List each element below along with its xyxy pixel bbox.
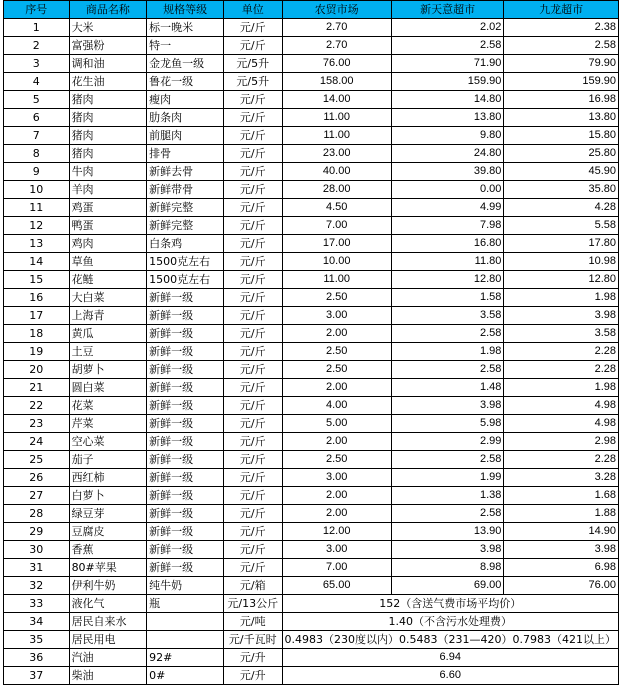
cell-no[interactable]: 32 [4,577,70,595]
cell-farmers-market[interactable]: 2.00 [282,433,391,451]
cell-xintianyi[interactable]: 1.58 [391,289,503,307]
cell-unit[interactable]: 元/吨 [224,613,282,631]
cell-unit[interactable]: 元/斤 [224,91,282,109]
cell-merged-value[interactable]: 6.60 [282,667,619,685]
cell-farmers-market[interactable]: 76.00 [282,55,391,73]
cell-xintianyi[interactable]: 69.00 [391,577,503,595]
cell-name[interactable]: 花生油 [69,73,147,91]
cell-no[interactable]: 35 [4,631,70,649]
cell-spec[interactable]: 新鲜一级 [147,289,224,307]
cell-name[interactable]: 羊肉 [69,181,147,199]
cell-spec[interactable]: 白条鸡 [147,235,224,253]
cell-jiulong[interactable]: 1.98 [504,379,619,397]
cell-unit[interactable]: 元/斤 [224,325,282,343]
table-row[interactable] [4,433,619,451]
cell-xintianyi[interactable]: 24.80 [391,145,503,163]
cell-xintianyi[interactable]: 3.58 [391,307,503,325]
table-row[interactable] [4,505,619,523]
cell-farmers-market[interactable]: 2.00 [282,487,391,505]
cell-spec[interactable]: 92# [147,649,224,667]
cell-jiulong[interactable]: 15.80 [504,127,619,145]
cell-unit[interactable]: 元/升 [224,667,282,685]
cell-spec[interactable]: 肋条肉 [147,109,224,127]
cell-farmers-market[interactable]: 11.00 [282,271,391,289]
cell-no[interactable]: 15 [4,271,70,289]
cell-jiulong[interactable]: 159.90 [504,73,619,91]
cell-farmers-market[interactable]: 2.50 [282,361,391,379]
cell-no[interactable]: 12 [4,217,70,235]
cell-farmers-market[interactable]: 40.00 [282,163,391,181]
table-row[interactable] [4,253,619,271]
table-row[interactable] [4,397,619,415]
header-spec: 规格等级 [147,1,224,19]
cell-spec[interactable]: 金龙鱼一级 [147,55,224,73]
cell-name[interactable]: 调和油 [69,55,147,73]
table-row[interactable] [4,73,619,91]
cell-spec[interactable]: 排骨 [147,145,224,163]
cell-jiulong[interactable]: 4.98 [504,415,619,433]
cell-spec[interactable]: 特一 [147,37,224,55]
cell-xintianyi[interactable]: 1.98 [391,343,503,361]
header-row [4,1,619,19]
cell-jiulong[interactable]: 3.98 [504,541,619,559]
cell-merged-value[interactable]: 152（含送气费市场平均价） [282,595,619,613]
cell-xintianyi[interactable]: 2.99 [391,433,503,451]
cell-farmers-market[interactable]: 10.00 [282,253,391,271]
table-row[interactable] [4,19,619,37]
cell-xintianyi[interactable]: 3.98 [391,541,503,559]
cell-no[interactable]: 28 [4,505,70,523]
cell-unit[interactable]: 元/13公斤 [224,595,282,613]
cell-unit[interactable]: 元/斤 [224,343,282,361]
table-row[interactable] [4,613,619,631]
cell-xintianyi[interactable]: 1.38 [391,487,503,505]
cell-merged-value[interactable]: 6.94 [282,649,619,667]
table-row[interactable] [4,271,619,289]
table-row[interactable] [4,379,619,397]
cell-unit[interactable]: 元/5升 [224,73,282,91]
cell-spec[interactable]: 新鲜一级 [147,451,224,469]
cell-jiulong[interactable]: 1.68 [504,487,619,505]
cell-spec[interactable]: 新鲜一级 [147,487,224,505]
cell-xintianyi[interactable]: 16.80 [391,235,503,253]
cell-xintianyi[interactable]: 2.58 [391,325,503,343]
cell-farmers-market[interactable]: 65.00 [282,577,391,595]
cell-spec[interactable]: 新鲜一级 [147,505,224,523]
cell-xintianyi[interactable]: 8.98 [391,559,503,577]
cell-unit[interactable]: 元/斤 [224,487,282,505]
cell-unit[interactable]: 元/5升 [224,55,282,73]
cell-xintianyi[interactable]: 4.99 [391,199,503,217]
cell-name[interactable]: 居民自来水 [69,613,147,631]
cell-farmers-market[interactable]: 2.00 [282,325,391,343]
cell-farmers-market[interactable]: 12.00 [282,523,391,541]
cell-xintianyi[interactable]: 14.80 [391,91,503,109]
cell-no[interactable]: 2 [4,37,70,55]
cell-farmers-market[interactable]: 23.00 [282,145,391,163]
cell-name[interactable]: 猪肉 [69,145,147,163]
cell-no[interactable]: 4 [4,73,70,91]
cell-unit[interactable]: 元/斤 [224,379,282,397]
cell-name[interactable]: 柴油 [69,667,147,685]
table-row[interactable] [4,91,619,109]
cell-name[interactable]: 花菜 [69,397,147,415]
header-xintianyi: 新天意超市 [391,1,503,19]
cell-xintianyi[interactable]: 1.48 [391,379,503,397]
cell-unit[interactable]: 元/斤 [224,217,282,235]
cell-no[interactable]: 27 [4,487,70,505]
cell-name[interactable]: 猪肉 [69,109,147,127]
cell-farmers-market[interactable]: 3.00 [282,469,391,487]
cell-no[interactable]: 21 [4,379,70,397]
cell-no[interactable]: 11 [4,199,70,217]
cell-no[interactable]: 20 [4,361,70,379]
cell-name[interactable]: 茄子 [69,451,147,469]
cell-name[interactable]: 西红柿 [69,469,147,487]
cell-farmers-market[interactable]: 5.00 [282,415,391,433]
cell-unit[interactable]: 元/斤 [224,181,282,199]
cell-spec[interactable]: 新鲜一级 [147,541,224,559]
cell-spec[interactable] [147,631,224,649]
table-row[interactable] [4,523,619,541]
cell-unit[interactable]: 元/斤 [224,433,282,451]
cell-farmers-market[interactable]: 7.00 [282,217,391,235]
cell-farmers-market[interactable]: 17.00 [282,235,391,253]
cell-xintianyi[interactable]: 2.58 [391,451,503,469]
cell-no[interactable]: 26 [4,469,70,487]
cell-xintianyi[interactable]: 2.58 [391,361,503,379]
table-row[interactable] [4,289,619,307]
cell-farmers-market[interactable]: 2.00 [282,505,391,523]
cell-jiulong[interactable]: 2.28 [504,451,619,469]
table-row[interactable] [4,559,619,577]
cell-jiulong[interactable]: 4.98 [504,397,619,415]
cell-no[interactable]: 14 [4,253,70,271]
cell-no[interactable]: 1 [4,19,70,37]
cell-name[interactable]: 土豆 [69,343,147,361]
cell-unit[interactable]: 元/箱 [224,577,282,595]
cell-xintianyi[interactable]: 5.98 [391,415,503,433]
cell-no[interactable]: 34 [4,613,70,631]
cell-name[interactable]: 汽油 [69,649,147,667]
cell-name[interactable]: 白萝卜 [69,487,147,505]
cell-unit[interactable]: 元/斤 [224,235,282,253]
cell-jiulong[interactable]: 35.80 [504,181,619,199]
cell-name[interactable]: 绿豆芽 [69,505,147,523]
cell-jiulong[interactable]: 4.28 [504,199,619,217]
cell-xintianyi[interactable]: 7.98 [391,217,503,235]
cell-merged-value[interactable]: 1.40（不含污水处理费） [282,613,619,631]
cell-jiulong[interactable]: 76.00 [504,577,619,595]
cell-jiulong[interactable]: 5.58 [504,217,619,235]
cell-unit[interactable]: 元/斤 [224,127,282,145]
header-jiulong: 九龙超市 [504,1,619,19]
cell-name[interactable]: 圆白菜 [69,379,147,397]
cell-spec[interactable]: 新鲜一级 [147,361,224,379]
cell-no[interactable]: 30 [4,541,70,559]
cell-spec[interactable]: 鲁花一级 [147,73,224,91]
cell-spec[interactable] [147,613,224,631]
cell-spec[interactable]: 0# [147,667,224,685]
header-unit: 单位 [224,1,282,19]
cell-xintianyi[interactable]: 13.90 [391,523,503,541]
cell-xintianyi[interactable]: 71.90 [391,55,503,73]
table-row[interactable] [4,451,619,469]
table-row[interactable] [4,181,619,199]
cell-unit[interactable]: 元/斤 [224,397,282,415]
cell-spec[interactable]: 1500克左右 [147,253,224,271]
cell-farmers-market[interactable]: 2.50 [282,343,391,361]
cell-spec[interactable]: 新鲜一级 [147,397,224,415]
cell-name[interactable]: 富强粉 [69,37,147,55]
cell-unit[interactable]: 元/斤 [224,415,282,433]
cell-name[interactable]: 香蕉 [69,541,147,559]
cell-xintianyi[interactable]: 12.80 [391,271,503,289]
cell-no[interactable]: 22 [4,397,70,415]
cell-unit[interactable]: 元/斤 [224,271,282,289]
cell-name[interactable]: 鸡蛋 [69,199,147,217]
cell-spec[interactable]: 新鲜一级 [147,379,224,397]
table-row[interactable] [4,469,619,487]
table-row[interactable] [4,235,619,253]
cell-xintianyi[interactable]: 1.99 [391,469,503,487]
cell-name[interactable]: 牛肉 [69,163,147,181]
cell-unit[interactable]: 元/斤 [224,19,282,37]
cell-name[interactable]: 草鱼 [69,253,147,271]
cell-unit[interactable]: 元/斤 [224,163,282,181]
cell-name[interactable]: 猪肉 [69,127,147,145]
cell-no[interactable]: 18 [4,325,70,343]
cell-no[interactable]: 7 [4,127,70,145]
cell-name[interactable]: 猪肉 [69,91,147,109]
cell-farmers-market[interactable]: 14.00 [282,91,391,109]
cell-unit[interactable]: 元/斤 [224,145,282,163]
cell-farmers-market[interactable]: 2.50 [282,289,391,307]
cell-no[interactable]: 33 [4,595,70,613]
cell-spec[interactable]: 新鲜完整 [147,199,224,217]
table-row[interactable] [4,127,619,145]
cell-no[interactable]: 3 [4,55,70,73]
cell-unit[interactable]: 元/斤 [224,199,282,217]
cell-spec[interactable]: 新鲜一级 [147,559,224,577]
cell-jiulong[interactable]: 45.90 [504,163,619,181]
cell-farmers-market[interactable]: 11.00 [282,109,391,127]
cell-unit[interactable]: 元/千瓦时 [224,631,282,649]
cell-spec[interactable]: 1500克左右 [147,271,224,289]
table-row[interactable] [4,109,619,127]
cell-unit[interactable]: 元/斤 [224,109,282,127]
cell-farmers-market[interactable]: 7.00 [282,559,391,577]
cell-name[interactable]: 黄瓜 [69,325,147,343]
cell-spec[interactable]: 新鲜一级 [147,307,224,325]
cell-name[interactable]: 居民用电 [69,631,147,649]
cell-unit[interactable]: 元/斤 [224,361,282,379]
table-row[interactable] [4,37,619,55]
header-name: 商品名称 [69,1,147,19]
cell-farmers-market[interactable]: 28.00 [282,181,391,199]
cell-xintianyi[interactable]: 11.80 [391,253,503,271]
cell-xintianyi[interactable]: 2.58 [391,37,503,55]
cell-no[interactable]: 16 [4,289,70,307]
table-row[interactable] [4,487,619,505]
cell-xintianyi[interactable]: 2.02 [391,19,503,37]
header-farmers-market: 农贸市场 [282,1,391,19]
cell-unit[interactable]: 元/斤 [224,451,282,469]
cell-jiulong[interactable]: 16.98 [504,91,619,109]
cell-farmers-market[interactable]: 3.00 [282,307,391,325]
header-no: 序号 [4,1,70,19]
cell-no[interactable]: 9 [4,163,70,181]
cell-unit[interactable]: 元/斤 [224,37,282,55]
cell-name[interactable]: 花鲢 [69,271,147,289]
cell-farmers-market[interactable]: 11.00 [282,127,391,145]
cell-unit[interactable]: 元/升 [224,649,282,667]
cell-xintianyi[interactable]: 9.80 [391,127,503,145]
cell-unit[interactable]: 元/斤 [224,505,282,523]
cell-no[interactable]: 29 [4,523,70,541]
cell-no[interactable]: 8 [4,145,70,163]
cell-jiulong[interactable]: 14.90 [504,523,619,541]
cell-jiulong[interactable]: 3.28 [504,469,619,487]
cell-no[interactable]: 36 [4,649,70,667]
cell-unit[interactable]: 元/斤 [224,253,282,271]
cell-spec[interactable]: 新鲜带骨 [147,181,224,199]
cell-farmers-market[interactable]: 2.70 [282,19,391,37]
cell-spec[interactable]: 标一晚米 [147,19,224,37]
cell-no[interactable]: 5 [4,91,70,109]
table-row[interactable] [4,343,619,361]
cell-farmers-market[interactable]: 3.00 [282,541,391,559]
table-row[interactable] [4,145,619,163]
cell-name[interactable]: 大白菜 [69,289,147,307]
cell-xintianyi[interactable]: 159.90 [391,73,503,91]
cell-no[interactable]: 10 [4,181,70,199]
cell-xintianyi[interactable]: 39.80 [391,163,503,181]
table-row[interactable] [4,55,619,73]
cell-jiulong[interactable]: 3.58 [504,325,619,343]
cell-name[interactable]: 鸡肉 [69,235,147,253]
cell-jiulong[interactable]: 3.98 [504,307,619,325]
cell-xintianyi[interactable]: 2.58 [391,505,503,523]
cell-xintianyi[interactable]: 0.00 [391,181,503,199]
cell-jiulong[interactable]: 1.98 [504,289,619,307]
cell-name[interactable]: 空心菜 [69,433,147,451]
cell-jiulong[interactable]: 1.88 [504,505,619,523]
cell-no[interactable]: 13 [4,235,70,253]
cell-no[interactable]: 31 [4,559,70,577]
cell-no[interactable]: 37 [4,667,70,685]
cell-jiulong[interactable]: 2.28 [504,343,619,361]
cell-name[interactable]: 上海青 [69,307,147,325]
cell-farmers-market[interactable]: 4.50 [282,199,391,217]
cell-spec[interactable]: 新鲜去骨 [147,163,224,181]
cell-spec[interactable]: 瘦肉 [147,91,224,109]
cell-spec[interactable]: 新鲜一级 [147,343,224,361]
cell-merged-value[interactable]: 0.4983（230度以内）0.5483（231—420）0.7983（421以上） [282,631,619,649]
cell-spec[interactable]: 瓶 [147,595,224,613]
table-row[interactable] [4,649,619,667]
cell-spec[interactable]: 新鲜一级 [147,415,224,433]
cell-no[interactable]: 6 [4,109,70,127]
cell-unit[interactable]: 元/斤 [224,523,282,541]
cell-jiulong[interactable]: 17.80 [504,235,619,253]
cell-name[interactable]: 伊利牛奶 [69,577,147,595]
cell-no[interactable]: 17 [4,307,70,325]
table-body [4,19,619,685]
cell-name[interactable]: 芹菜 [69,415,147,433]
cell-spec[interactable]: 前腿肉 [147,127,224,145]
cell-no[interactable]: 19 [4,343,70,361]
cell-jiulong[interactable]: 2.28 [504,361,619,379]
cell-farmers-market[interactable]: 2.00 [282,379,391,397]
cell-name[interactable]: 鸭蛋 [69,217,147,235]
cell-spec[interactable]: 新鲜一级 [147,433,224,451]
cell-name[interactable]: 胡萝卜 [69,361,147,379]
cell-spec[interactable]: 新鲜一级 [147,325,224,343]
cell-farmers-market[interactable]: 2.70 [282,37,391,55]
table-row[interactable] [4,163,619,181]
table-row[interactable] [4,199,619,217]
cell-xintianyi[interactable]: 13.80 [391,109,503,127]
cell-unit[interactable]: 元/斤 [224,289,282,307]
cell-farmers-market[interactable]: 2.50 [282,451,391,469]
cell-spec[interactable]: 新鲜完整 [147,217,224,235]
cell-spec[interactable]: 纯牛奶 [147,577,224,595]
cell-jiulong[interactable]: 79.90 [504,55,619,73]
table-row[interactable] [4,541,619,559]
cell-farmers-market[interactable]: 4.00 [282,397,391,415]
cell-jiulong[interactable]: 2.58 [504,37,619,55]
cell-jiulong[interactable]: 25.80 [504,145,619,163]
cell-jiulong[interactable]: 12.80 [504,271,619,289]
cell-jiulong[interactable]: 6.98 [504,559,619,577]
cell-spec[interactable]: 新鲜一级 [147,523,224,541]
cell-unit[interactable]: 元/斤 [224,559,282,577]
cell-no[interactable]: 23 [4,415,70,433]
table-row[interactable] [4,361,619,379]
cell-name[interactable]: 豆腐皮 [69,523,147,541]
cell-jiulong[interactable]: 2.38 [504,19,619,37]
cell-jiulong[interactable]: 10.98 [504,253,619,271]
table-row[interactable] [4,415,619,433]
cell-jiulong[interactable]: 13.80 [504,109,619,127]
table-row[interactable] [4,577,619,595]
cell-unit[interactable]: 元/斤 [224,541,282,559]
cell-spec[interactable]: 新鲜一级 [147,469,224,487]
table-row[interactable] [4,217,619,235]
table-row[interactable] [4,307,619,325]
cell-unit[interactable]: 元/斤 [224,307,282,325]
table-row[interactable] [4,325,619,343]
cell-no[interactable]: 25 [4,451,70,469]
table-row[interactable] [4,631,619,649]
cell-no[interactable]: 24 [4,433,70,451]
cell-name[interactable]: 大米 [69,19,147,37]
table-row[interactable] [4,595,619,613]
cell-jiulong[interactable]: 2.98 [504,433,619,451]
cell-name[interactable]: 80#苹果 [69,559,147,577]
table-row[interactable] [4,667,619,685]
cell-farmers-market[interactable]: 158.00 [282,73,391,91]
cell-name[interactable]: 液化气 [69,595,147,613]
cell-unit[interactable]: 元/斤 [224,469,282,487]
price-table [3,0,619,685]
cell-xintianyi[interactable]: 3.98 [391,397,503,415]
